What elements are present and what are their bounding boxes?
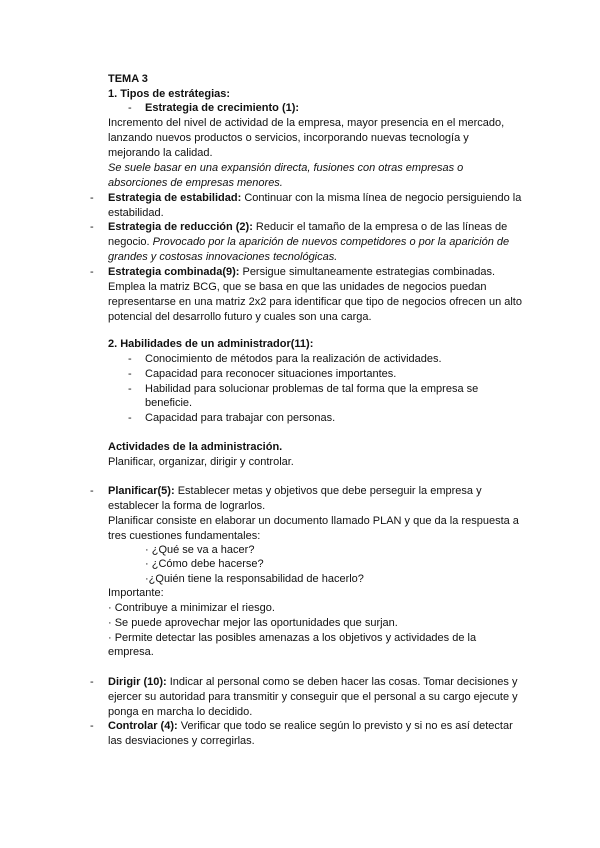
dirigir-line: ejercer su autoridad para transmitir y conseguir que el personal a su cargo ejecute y [108, 691, 518, 703]
controlar-label: Controlar (4): [108, 720, 178, 732]
reduccion-cont [108, 235, 509, 249]
dirigir-text: Indicar al personal como se deben hacer las cosas. Tomar decisiones y [166, 676, 518, 688]
reduccion-cont-italic: Provocado por la aparición de nuevos competidores o por la aparición de [152, 236, 510, 248]
combinada-line: potencial del desarrollo futuro y cuales son una carga. [108, 311, 372, 323]
list-bullet: - [128, 383, 132, 395]
reduccion-italic-line: grandes y costosas innovaciones tecnológicas. [108, 251, 338, 263]
planificar-bullet: - [90, 485, 94, 497]
list-item: Conocimiento de métodos para la realización de actividades. [145, 353, 442, 365]
combinada-line: representarse en una matriz 2x2 para identificar que tipo de negocios ofrecen un alto [108, 296, 522, 308]
combinada-text: Persigue simultaneamente estrategias combinadas. [239, 266, 496, 278]
combinada-line [108, 265, 495, 279]
controlar-bullet: - [90, 720, 94, 732]
list-item: Capacidad para trabajar con personas. [145, 412, 336, 424]
list-item: Habilidad para solucionar problemas de tal forma que la empresa se [145, 383, 479, 395]
reduccion-label: Estrategia de reducción (2): [108, 221, 253, 233]
reduccion-text: Reducir el tamaño de la empresa o de las líneas de [252, 221, 508, 233]
planificar-importante: Importante: [108, 587, 164, 599]
planificar-line: establecer la forma de lograrlos. [108, 500, 266, 512]
combinada-label: Estrategia combinada(9): [108, 266, 240, 278]
dirigir-line [108, 675, 517, 689]
list-bullet: - [128, 368, 132, 380]
crecimiento-line: lanzando nuevos productos o servicios, incorporando nuevas tecnología y [108, 132, 469, 144]
controlar-line [108, 719, 513, 733]
actividades-text: Planificar, organizar, dirigir y controlar. [108, 456, 294, 468]
planificar-point: · Se puede aprovechar mejor las oportunidades que surjan. [108, 617, 398, 629]
combinada-line: Emplea la matriz BCG, que se basa en que las unidades de negocios puedan [108, 281, 487, 293]
planificar-point-cont: empresa. [108, 646, 154, 658]
crecimiento-line: mejorando la calidad. [108, 147, 213, 159]
crecimiento-italic-line: absorciones de empresas menores. [108, 177, 283, 189]
list-bullet: - [128, 353, 132, 365]
reduccion-line [108, 220, 507, 234]
actividades-heading: Actividades de la administración. [108, 441, 283, 453]
dirigir-label: Dirigir (10): [108, 676, 167, 688]
planificar-question: · ¿Cómo debe hacerse? [145, 558, 264, 570]
estabilidad-cont: estabilidad. [108, 207, 164, 219]
planificar-line [108, 484, 482, 498]
reduccion-bullet: - [90, 221, 94, 233]
planificar-line: tres cuestiones fundamentales: [108, 530, 261, 542]
planificar-question: · ¿Qué se va a hacer? [145, 544, 255, 556]
list-bullet: - [128, 412, 132, 424]
controlar-text: Verificar que todo se realice según lo previsto y si no es así detectar [177, 720, 513, 732]
controlar-line: las desviaciones y corregirlas. [108, 735, 255, 747]
estabilidad-label: Estrategia de estabilidad: [108, 192, 242, 204]
crecimiento-line: Incremento del nivel de actividad de la empresa, mayor presencia en el mercado, [108, 117, 505, 129]
estabilidad-bullet: - [90, 192, 94, 204]
crecimiento-label: Estrategia de crecimiento (1): [145, 102, 300, 114]
crecimiento-bullet: - [128, 102, 132, 114]
combinada-bullet: - [90, 266, 94, 278]
dirigir-line: ponga en marcha lo decidido. [108, 706, 253, 718]
planificar-text: Establecer metas y objetivos que debe perseguir la empresa y [174, 485, 482, 497]
section1-heading: 1. Tipos de estrátegias: [108, 88, 231, 100]
list-item-cont: beneficie. [145, 397, 193, 409]
list-item: Capacidad para reconocer situaciones importantes. [145, 368, 397, 380]
planificar-question: ·¿Quién tiene la responsabilidad de hacerlo? [145, 573, 364, 585]
estabilidad-text: Continuar con la misma línea de negocio persiguiendo la [241, 192, 522, 204]
planificar-line: Planificar consiste en elaborar un documento llamado PLAN y que da la respuesta a [108, 515, 519, 527]
planificar-label: Planificar(5): [108, 485, 175, 497]
reduccion-cont-plain: negocio. [108, 236, 153, 248]
planificar-point: · Permite detectar las posibles amenazas a los objetivos y actividades de la [108, 632, 477, 644]
dirigir-bullet: - [90, 676, 94, 688]
estabilidad-line [108, 191, 521, 205]
section2-heading: 2. Habilidades de un administrador(11): [108, 338, 314, 350]
page-title: TEMA 3 [108, 73, 148, 85]
planificar-point: · Contribuye a minimizar el riesgo. [108, 602, 275, 614]
crecimiento-italic-line: Se suele basar en una expansión directa, fusiones con otras empresas o [108, 162, 464, 174]
